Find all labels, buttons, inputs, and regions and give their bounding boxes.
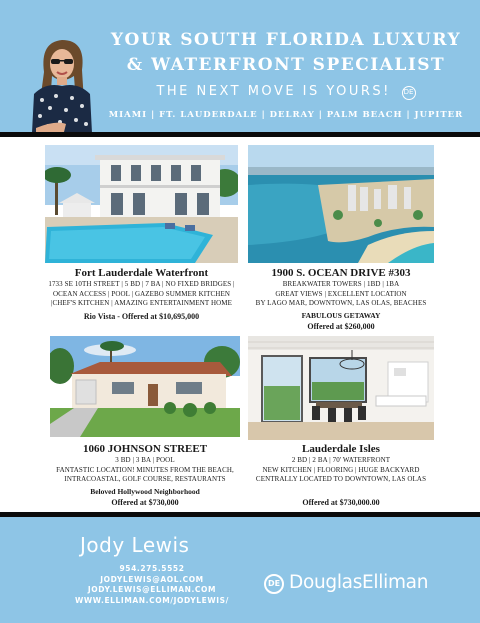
agent-portrait [26,32,98,133]
listing-detail-line: |CHEF'S KITCHEN | AMAZING ENTERTAINMENT HOME [51,299,232,307]
de-logo-icon: DE [402,86,416,100]
listing-offer: Offered at $730,000.00 [302,497,380,507]
tagline [100,84,472,100]
listing-detail-line: 2 BD | 2 BA | 70' WATERFRONT [291,456,391,464]
listing-photo-fort-lauderdale [45,145,238,263]
listing-photo-ocean-drive [248,145,434,263]
listing-title: Lauderdale Isles [302,443,380,455]
agent-contact [52,564,252,606]
agent-name: Jody Lewis [80,533,190,557]
douglas-elliman-logo [264,572,444,598]
agent-email-secondary[interactable]: JODY.LEWIS@ELLIMAN.COM [87,585,217,594]
listing-caption-ocean-drive [243,266,439,332]
listing-offer: Offered at $260,000 [307,321,375,331]
listing-detail-line: 3 BD | 3 BA | POOL [115,456,175,464]
agent-website-link[interactable]: WWW.ELLIMAN.COM/JODYLEWIS/ [75,595,229,605]
tagline-text: THE NEXT MOVE IS YOURS! [156,84,391,99]
headline [100,28,472,78]
listing-detail-line: INTRACOASTAL, GOLF COURSE, RESTAURANTS [64,475,226,483]
headline-line-2: & WATERFRONT SPECIALIST [126,55,446,75]
listing-caption-lauderdale-isles [243,442,439,508]
listing-highlight: Beloved Hollywood Neighborhood [90,486,200,496]
listing-title: Fort Lauderdale Waterfront [74,267,209,279]
listing-photo-johnson-street [50,336,240,437]
listing-detail-line: FANTASTIC LOCATION! MINUTES FROM THE BEACH, [56,465,234,474]
listing-detail-line: GREAT VIEWS | EXCELLENT LOCATION [275,289,407,298]
brand-name: DouglasElliman [289,572,429,593]
douglas-elliman-logo-icon: DE [264,574,284,594]
listing-caption-fort-lauderdale [40,266,243,322]
listing-detail-line: OCEAN ACCESS | POOL | GAZEBO SUMMER KITCHEN [53,289,230,298]
listing-title: 1900 S. OCEAN DRIVE #303 [271,267,411,279]
footer [0,517,480,623]
listings-panel [0,137,480,512]
listing-offer: Rio Vista - Offered at $10,695,000 [83,311,200,321]
agent-email-primary[interactable]: JODYLEWIS@AOL.COM [100,574,204,584]
listing-detail-line: BY LAGO MAR, DOWNTOWN, LAS OLAS, BEACHES [255,299,427,307]
agent-phone[interactable]: 954.275.5552 [119,564,185,573]
listing-offer: Offered at $730,000 [111,497,179,507]
listing-detail-line: CENTRALLY LOCATED TO DOWNTOWN, LAS OLAS [255,475,427,483]
header [0,0,480,133]
listing-detail-line: 1733 SE 10TH STREET | 5 BD | 7 BA | NO FIXED BRIDGES | [48,280,235,288]
listing-detail-line: NEW KITCHEN | FLOORING | HUGE BACKYARD [262,465,420,474]
listing-highlight: FABULOUS GETAWAY [301,310,381,320]
listing-detail-line: BREAKWATER TOWERS | 1BD | 1BA [282,280,400,288]
listing-caption-johnson-street [40,442,250,508]
listing-title: 1060 JOHNSON STREET [82,443,208,455]
headline-line-1: YOUR SOUTH FLORIDA LUXURY [110,30,462,50]
listing-photo-lauderdale-isles [248,336,434,440]
locations-list: MIAMI | FT. LAUDERDALE | DELRAY | PALM BEACH | JUPITER [108,110,464,120]
